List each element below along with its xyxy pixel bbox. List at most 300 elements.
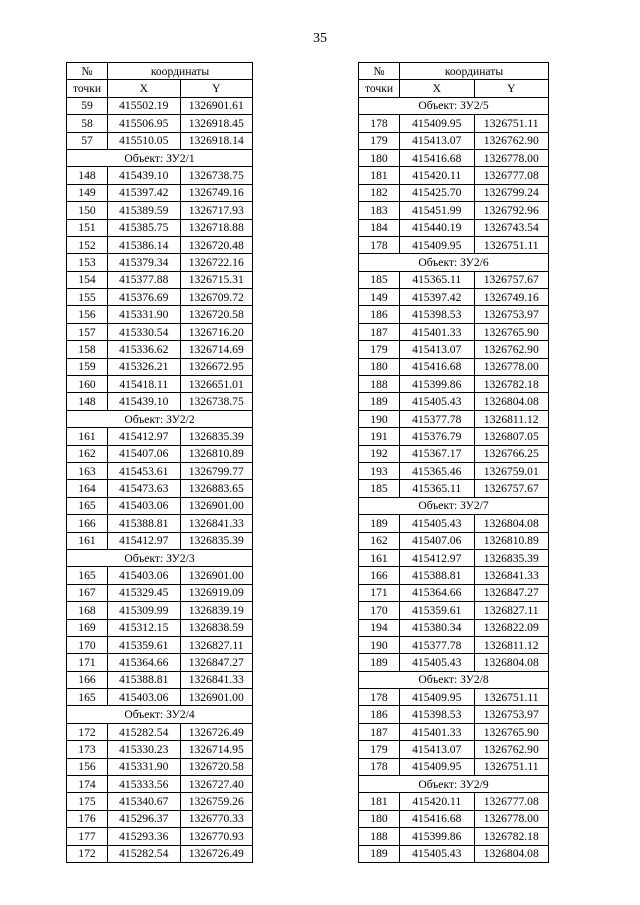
point-number: 177 <box>67 828 108 845</box>
table-row <box>359 236 549 253</box>
coord-x: 415377.88 <box>108 271 181 288</box>
table-row <box>359 184 549 201</box>
point-number: 154 <box>67 271 108 288</box>
coord-y: 1326720.58 <box>180 758 253 775</box>
coord-y: 1326726.49 <box>180 845 253 862</box>
header-point: точки <box>67 80 108 97</box>
coord-x: 415405.43 <box>400 654 475 671</box>
coord-x: 415510.05 <box>108 132 181 149</box>
coord-x: 415425.70 <box>400 184 475 201</box>
table-row <box>67 358 253 375</box>
section-row <box>359 776 549 793</box>
table-row <box>67 445 253 462</box>
coord-y: 1326751.11 <box>474 115 549 132</box>
coord-x: 415388.81 <box>400 567 475 584</box>
header-coords: координаты <box>400 63 549 80</box>
header-point: точки <box>359 80 400 97</box>
coord-y: 1326782.18 <box>474 376 549 393</box>
point-number: 158 <box>67 341 108 358</box>
point-number: 189 <box>359 515 400 532</box>
point-number: 156 <box>67 306 108 323</box>
table-row <box>359 723 549 740</box>
point-number: 178 <box>359 689 400 706</box>
coord-y: 1326765.90 <box>474 723 549 740</box>
table-row <box>359 741 549 758</box>
coord-y: 1326901.00 <box>180 689 253 706</box>
coord-y: 1326672.95 <box>180 358 253 375</box>
point-number: 173 <box>67 741 108 758</box>
coord-x: 415312.15 <box>108 619 181 636</box>
coord-x: 415412.97 <box>400 549 475 566</box>
coord-x: 415385.75 <box>108 219 181 236</box>
coord-x: 415330.23 <box>108 741 181 758</box>
coord-y: 1326778.00 <box>474 810 549 827</box>
table-row <box>67 671 253 688</box>
coord-x: 415412.97 <box>108 428 181 445</box>
coord-x: 415473.63 <box>108 480 181 497</box>
coordinates-table-left <box>66 62 253 863</box>
coord-x: 415412.97 <box>108 532 181 549</box>
point-number: 184 <box>359 219 400 236</box>
table-body <box>67 97 253 862</box>
coord-y: 1326799.77 <box>180 462 253 479</box>
coord-x: 415359.61 <box>108 636 181 653</box>
table-row <box>359 393 549 410</box>
section-row <box>359 97 549 114</box>
section-row <box>67 410 253 427</box>
coord-x: 415405.43 <box>400 515 475 532</box>
table-row <box>359 619 549 636</box>
coord-y: 1326901.00 <box>180 567 253 584</box>
table-row <box>67 828 253 845</box>
section-title: Объект: ЗУ2/8 <box>359 671 549 688</box>
point-number: 163 <box>67 462 108 479</box>
point-number: 171 <box>67 654 108 671</box>
point-number: 180 <box>359 358 400 375</box>
coord-x: 415364.66 <box>108 654 181 671</box>
point-number: 186 <box>359 706 400 723</box>
table-row <box>359 636 549 653</box>
coord-x: 415453.61 <box>108 462 181 479</box>
coord-y: 1326738.75 <box>180 167 253 184</box>
table-row <box>359 845 549 862</box>
table-row <box>67 271 253 288</box>
coord-x: 415409.95 <box>400 115 475 132</box>
coord-y: 1326847.27 <box>474 584 549 601</box>
table-row <box>359 567 549 584</box>
coord-y: 1326716.20 <box>180 323 253 340</box>
point-number: 187 <box>359 723 400 740</box>
coord-x: 415409.95 <box>400 689 475 706</box>
coord-x: 415296.37 <box>108 810 181 827</box>
coord-y: 1326717.93 <box>180 202 253 219</box>
point-number: 159 <box>67 358 108 375</box>
coord-x: 415502.19 <box>108 97 181 114</box>
coord-y: 1326827.11 <box>474 602 549 619</box>
point-number: 166 <box>67 671 108 688</box>
coord-x: 415377.78 <box>400 636 475 653</box>
table-row <box>67 428 253 445</box>
coord-y: 1326766.25 <box>474 445 549 462</box>
table-row <box>67 793 253 810</box>
header-num: № <box>359 63 400 80</box>
coord-y: 1326762.90 <box>474 132 549 149</box>
point-number: 165 <box>67 567 108 584</box>
table-row <box>67 184 253 201</box>
point-number: 168 <box>67 602 108 619</box>
coord-x: 415386.14 <box>108 236 181 253</box>
coord-y: 1326743.54 <box>474 219 549 236</box>
table-header <box>67 63 253 98</box>
table-row <box>359 602 549 619</box>
point-number: 152 <box>67 236 108 253</box>
coord-y: 1326751.11 <box>474 758 549 775</box>
coord-x: 415331.90 <box>108 758 181 775</box>
table-row <box>67 462 253 479</box>
coord-y: 1326835.39 <box>474 549 549 566</box>
table-row <box>359 410 549 427</box>
coord-y: 1326918.14 <box>180 132 253 149</box>
table-row <box>359 358 549 375</box>
coord-x: 415309.99 <box>108 602 181 619</box>
coord-x: 415365.11 <box>400 480 475 497</box>
coord-y: 1326709.72 <box>180 289 253 306</box>
point-number: 165 <box>67 689 108 706</box>
table-row <box>67 480 253 497</box>
coord-y: 1326720.58 <box>180 306 253 323</box>
section-title: Объект: ЗУ2/2 <box>67 410 253 427</box>
coord-y: 1326778.00 <box>474 358 549 375</box>
coord-x: 415401.33 <box>400 323 475 340</box>
coord-x: 415329.45 <box>108 584 181 601</box>
table-row <box>359 323 549 340</box>
coord-y: 1326714.69 <box>180 341 253 358</box>
coord-y: 1326841.33 <box>180 515 253 532</box>
table-row <box>67 654 253 671</box>
table-row <box>67 376 253 393</box>
point-number: 151 <box>67 219 108 236</box>
coord-y: 1326714.95 <box>180 741 253 758</box>
coord-x: 415359.61 <box>400 602 475 619</box>
coord-y: 1326749.16 <box>474 289 549 306</box>
coord-y: 1326835.39 <box>180 532 253 549</box>
coord-x: 415451.99 <box>400 202 475 219</box>
coord-x: 415403.06 <box>108 567 181 584</box>
table-row <box>67 236 253 253</box>
coord-y: 1326838.59 <box>180 619 253 636</box>
coord-y: 1326841.33 <box>474 567 549 584</box>
coord-y: 1326720.48 <box>180 236 253 253</box>
point-number: 178 <box>359 758 400 775</box>
point-number: 183 <box>359 202 400 219</box>
point-number: 188 <box>359 828 400 845</box>
table-row <box>67 341 253 358</box>
coord-x: 415416.68 <box>400 149 475 166</box>
coord-x: 415403.06 <box>108 497 181 514</box>
table-row <box>359 445 549 462</box>
point-number: 164 <box>67 480 108 497</box>
coord-y: 1326777.08 <box>474 167 549 184</box>
table-row <box>67 845 253 862</box>
table-row <box>67 602 253 619</box>
table-row <box>67 393 253 410</box>
coord-y: 1326827.11 <box>180 636 253 653</box>
coord-y: 1326722.16 <box>180 254 253 271</box>
coord-x: 415293.36 <box>108 828 181 845</box>
table-row <box>67 689 253 706</box>
point-number: 57 <box>67 132 108 149</box>
coord-y: 1326757.67 <box>474 271 549 288</box>
coord-x: 415413.07 <box>400 741 475 758</box>
coord-x: 415364.66 <box>400 584 475 601</box>
header-y: Y <box>474 80 549 97</box>
coord-x: 415407.06 <box>108 445 181 462</box>
table-row <box>67 636 253 653</box>
point-number: 190 <box>359 410 400 427</box>
point-number: 157 <box>67 323 108 340</box>
coord-x: 415401.33 <box>400 723 475 740</box>
coord-y: 1326811.12 <box>474 636 549 653</box>
table-row <box>67 132 253 149</box>
coord-y: 1326919.09 <box>180 584 253 601</box>
table-row <box>359 810 549 827</box>
coord-x: 415380.34 <box>400 619 475 636</box>
point-number: 162 <box>359 532 400 549</box>
table-row <box>359 306 549 323</box>
point-number: 178 <box>359 236 400 253</box>
coord-x: 415405.43 <box>400 393 475 410</box>
coord-y: 1326804.08 <box>474 845 549 862</box>
point-number: 186 <box>359 306 400 323</box>
table-row <box>67 810 253 827</box>
table-row <box>359 289 549 306</box>
section-title: Объект: ЗУ2/5 <box>359 97 549 114</box>
point-number: 189 <box>359 393 400 410</box>
coord-y: 1326718.88 <box>180 219 253 236</box>
table-row <box>67 776 253 793</box>
coord-x: 415416.68 <box>400 810 475 827</box>
coord-x: 415282.54 <box>108 723 181 740</box>
point-number: 161 <box>67 428 108 445</box>
table-row <box>359 689 549 706</box>
table-row <box>67 115 253 132</box>
coord-x: 415376.69 <box>108 289 181 306</box>
section-row <box>359 497 549 514</box>
table-row <box>359 219 549 236</box>
point-number: 193 <box>359 462 400 479</box>
table-row <box>67 619 253 636</box>
coord-y: 1326777.08 <box>474 793 549 810</box>
point-number: 156 <box>67 758 108 775</box>
table-row <box>67 202 253 219</box>
table-row <box>67 515 253 532</box>
coord-x: 415282.54 <box>108 845 181 862</box>
point-number: 166 <box>359 567 400 584</box>
coord-x: 415336.62 <box>108 341 181 358</box>
point-number: 170 <box>67 636 108 653</box>
section-title: Объект: ЗУ2/3 <box>67 549 253 566</box>
coord-y: 1326918.45 <box>180 115 253 132</box>
point-number: 148 <box>67 167 108 184</box>
coord-y: 1326749.16 <box>180 184 253 201</box>
table-row <box>67 323 253 340</box>
point-number: 176 <box>67 810 108 827</box>
coord-x: 415330.54 <box>108 323 181 340</box>
coord-y: 1326727.40 <box>180 776 253 793</box>
table-row <box>67 289 253 306</box>
coord-y: 1326901.00 <box>180 497 253 514</box>
point-number: 169 <box>67 619 108 636</box>
coord-x: 415331.90 <box>108 306 181 323</box>
coord-x: 415420.11 <box>400 167 475 184</box>
section-row <box>359 254 549 271</box>
coord-x: 415365.46 <box>400 462 475 479</box>
coord-x: 415398.53 <box>400 706 475 723</box>
coord-x: 415439.10 <box>108 393 181 410</box>
point-number: 153 <box>67 254 108 271</box>
point-number: 179 <box>359 341 400 358</box>
section-title: Объект: ЗУ2/9 <box>359 776 549 793</box>
coord-x: 415440.19 <box>400 219 475 236</box>
coord-y: 1326841.33 <box>180 671 253 688</box>
point-number: 150 <box>67 202 108 219</box>
section-row <box>67 549 253 566</box>
point-number: 167 <box>67 584 108 601</box>
table-row <box>67 219 253 236</box>
coord-x: 415379.34 <box>108 254 181 271</box>
table-row <box>359 271 549 288</box>
coord-y: 1326822.09 <box>474 619 549 636</box>
table-header <box>359 63 549 98</box>
point-number: 181 <box>359 793 400 810</box>
point-number: 165 <box>67 497 108 514</box>
point-number: 175 <box>67 793 108 810</box>
table-row <box>359 341 549 358</box>
point-number: 170 <box>359 602 400 619</box>
table-row <box>67 723 253 740</box>
coord-y: 1326810.89 <box>180 445 253 462</box>
table-row <box>359 793 549 810</box>
coord-y: 1326759.01 <box>474 462 549 479</box>
point-number: 172 <box>67 723 108 740</box>
table-row <box>67 254 253 271</box>
coord-y: 1326778.00 <box>474 149 549 166</box>
coord-x: 415340.67 <box>108 793 181 810</box>
coord-x: 415413.07 <box>400 132 475 149</box>
coord-y: 1326770.93 <box>180 828 253 845</box>
point-number: 189 <box>359 654 400 671</box>
point-number: 194 <box>359 619 400 636</box>
table-row <box>359 115 549 132</box>
point-number: 166 <box>67 515 108 532</box>
table-row <box>67 741 253 758</box>
coord-y: 1326804.08 <box>474 515 549 532</box>
point-number: 174 <box>67 776 108 793</box>
table-row <box>359 532 549 549</box>
coord-x: 415326.21 <box>108 358 181 375</box>
coord-y: 1326799.24 <box>474 184 549 201</box>
point-number: 161 <box>67 532 108 549</box>
coord-y: 1326807.05 <box>474 428 549 445</box>
coord-x: 415405.43 <box>400 845 475 862</box>
coord-x: 415506.95 <box>108 115 181 132</box>
coord-x: 415388.81 <box>108 671 181 688</box>
coord-x: 415409.95 <box>400 236 475 253</box>
coord-y: 1326782.18 <box>474 828 549 845</box>
point-number: 149 <box>359 289 400 306</box>
table-row <box>359 654 549 671</box>
coord-x: 415367.17 <box>400 445 475 462</box>
coord-x: 415377.78 <box>400 410 475 427</box>
page-number: 35 <box>313 31 327 46</box>
header-x: X <box>108 80 181 97</box>
header-coords: координаты <box>108 63 253 80</box>
point-number: 149 <box>67 184 108 201</box>
point-number: 162 <box>67 445 108 462</box>
table-row <box>359 428 549 445</box>
coord-x: 415403.06 <box>108 689 181 706</box>
section-row <box>67 149 253 166</box>
coord-x: 415413.07 <box>400 341 475 358</box>
coord-y: 1326883.65 <box>180 480 253 497</box>
coord-x: 415418.11 <box>108 376 181 393</box>
table-row <box>67 167 253 184</box>
coord-y: 1326835.39 <box>180 428 253 445</box>
header-x: X <box>400 80 475 97</box>
section-title: Объект: ЗУ2/6 <box>359 254 549 271</box>
header-num: № <box>67 63 108 80</box>
point-number: 59 <box>67 97 108 114</box>
table-row <box>67 306 253 323</box>
coord-y: 1326792.96 <box>474 202 549 219</box>
coord-x: 415399.86 <box>400 828 475 845</box>
point-number: 179 <box>359 741 400 758</box>
section-row <box>67 706 253 723</box>
point-number: 161 <box>359 549 400 566</box>
table-row <box>67 758 253 775</box>
table-row <box>67 497 253 514</box>
coord-x: 415389.59 <box>108 202 181 219</box>
coord-y: 1326765.90 <box>474 323 549 340</box>
table-row <box>359 480 549 497</box>
coord-x: 415376.79 <box>400 428 475 445</box>
coord-x: 415407.06 <box>400 532 475 549</box>
coord-y: 1326715.31 <box>180 271 253 288</box>
point-number: 171 <box>359 584 400 601</box>
coord-x: 415397.42 <box>400 289 475 306</box>
table-row <box>359 706 549 723</box>
table-row <box>359 828 549 845</box>
coord-y: 1326804.08 <box>474 393 549 410</box>
coord-y: 1326762.90 <box>474 741 549 758</box>
coord-y: 1326753.97 <box>474 706 549 723</box>
point-number: 188 <box>359 376 400 393</box>
table-row <box>359 132 549 149</box>
section-title: Объект: ЗУ2/1 <box>67 149 253 166</box>
coord-y: 1326770.33 <box>180 810 253 827</box>
coordinates-table-right <box>358 62 549 863</box>
table-row <box>67 532 253 549</box>
point-number: 148 <box>67 393 108 410</box>
coord-y: 1326757.67 <box>474 480 549 497</box>
point-number: 172 <box>67 845 108 862</box>
point-number: 192 <box>359 445 400 462</box>
point-number: 185 <box>359 480 400 497</box>
point-number: 179 <box>359 132 400 149</box>
coord-y: 1326810.89 <box>474 532 549 549</box>
coord-y: 1326901.61 <box>180 97 253 114</box>
coord-y: 1326804.08 <box>474 654 549 671</box>
